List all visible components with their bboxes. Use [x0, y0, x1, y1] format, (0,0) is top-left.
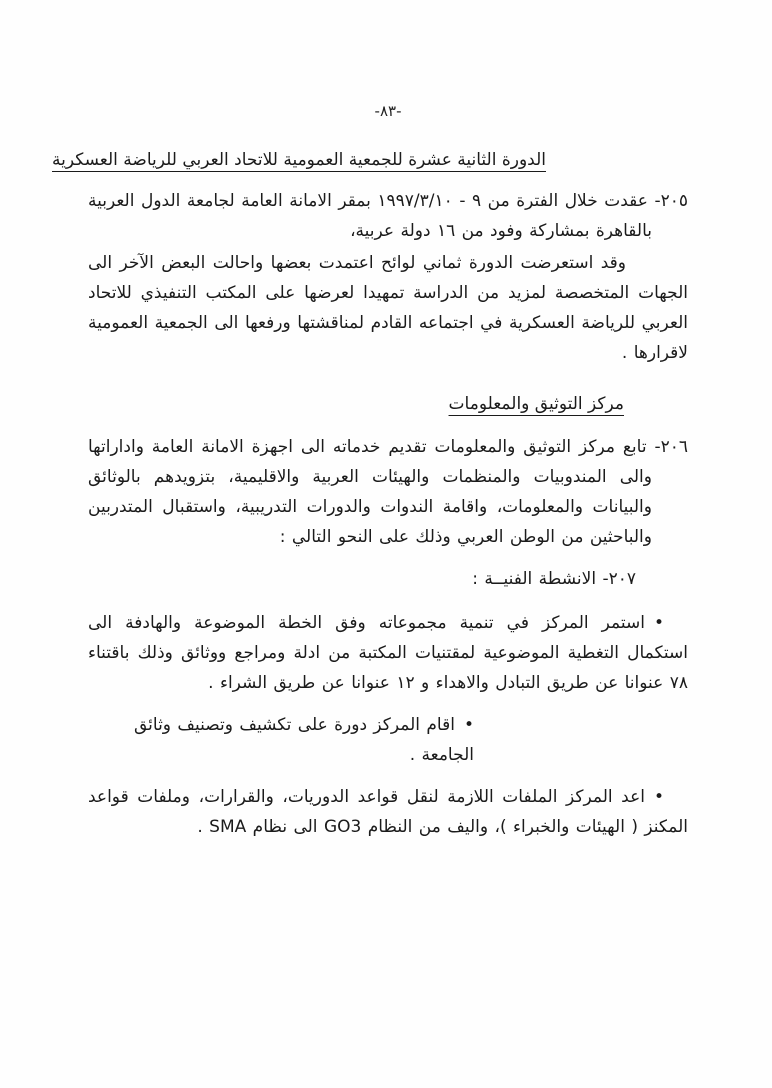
paragraph-205-continuation: وقد استعرضت الدورة ثماني لوائح اعتمدت بعضها واحالت البعض الآخر الى الجهات المتخصصة لمزيد من الدراسة تمهيدا لعرضها على المكتب التنفيذي للاتحاد العربي للرياضة العسكرية في اجتماعه القادم لمناقشتها ورفعها الى الجمعية العمومية لاقرارها .	[88, 253, 688, 363]
bullet-item	[88, 782, 688, 842]
bullet-icon: •	[653, 787, 664, 807]
bullet-icon: •	[653, 613, 664, 633]
bullet-text: استمر المركز في تنمية مجموعاته وفق الخطة الموضوعة والهادفة الى استكمال التغطية الموضوعية لمقتنيات المكتبة من ادلة ومراجع ووثائق وذلك باقتناء ٧٨ عنوانا عن طريق التبادل والاهداء و ١٢ عنوانا عن طريق الشراء .	[88, 613, 688, 693]
bullet-item	[88, 608, 688, 698]
paragraph-207-heading: ٢٠٧- الانشطة الفنيــة :	[472, 569, 636, 589]
bullet-text: اقام المركز دورة على تكشيف وتصنيف وثائق الجامعة .	[133, 715, 474, 765]
section-title-documentation-center: مركز التوثيق والمعلومات	[448, 394, 624, 414]
paragraph-206: ٢٠٦- تابع مركز التوثيق والمعلومات تقديم خدماته الى اجهزة الامانة العامة واداراتها والى المندوبيات والمنظمات والهيئات العربية والاقليمية، بتزويدهم بالوثائق والبيانات والمعلومات، واقامة الندوات والدورات التدريبية، واستقبال المتدربين والباحثين من الوطن العربي وذلك على النحو التالي :	[88, 437, 688, 547]
page-number: -٨٣-	[374, 102, 402, 120]
paragraph-205: ٢٠٥- عقدت خلال الفترة من ٩ - ١٩٩٧/٣/١٠ بمقر الامانة العامة لجامعة الدول العربية بالقاهرة بمشاركة وفود من ١٦ دولة عربية،	[88, 191, 688, 241]
bullet-text: اعد المركز الملفات اللازمة لنقل قواعد الدوريات، والقرارات، وملفات قواعد المكنز ( الهيئات والخبراء )، واليف من النظام GO3 الى نظام SMA .	[88, 787, 688, 837]
bullet-icon: •	[463, 715, 474, 735]
bullet-item	[88, 710, 474, 770]
bullet-list	[88, 608, 688, 842]
document-title: الدورة الثانية عشرة للجمعية العمومية للاتحاد العربي للرياضة العسكرية	[52, 150, 546, 170]
